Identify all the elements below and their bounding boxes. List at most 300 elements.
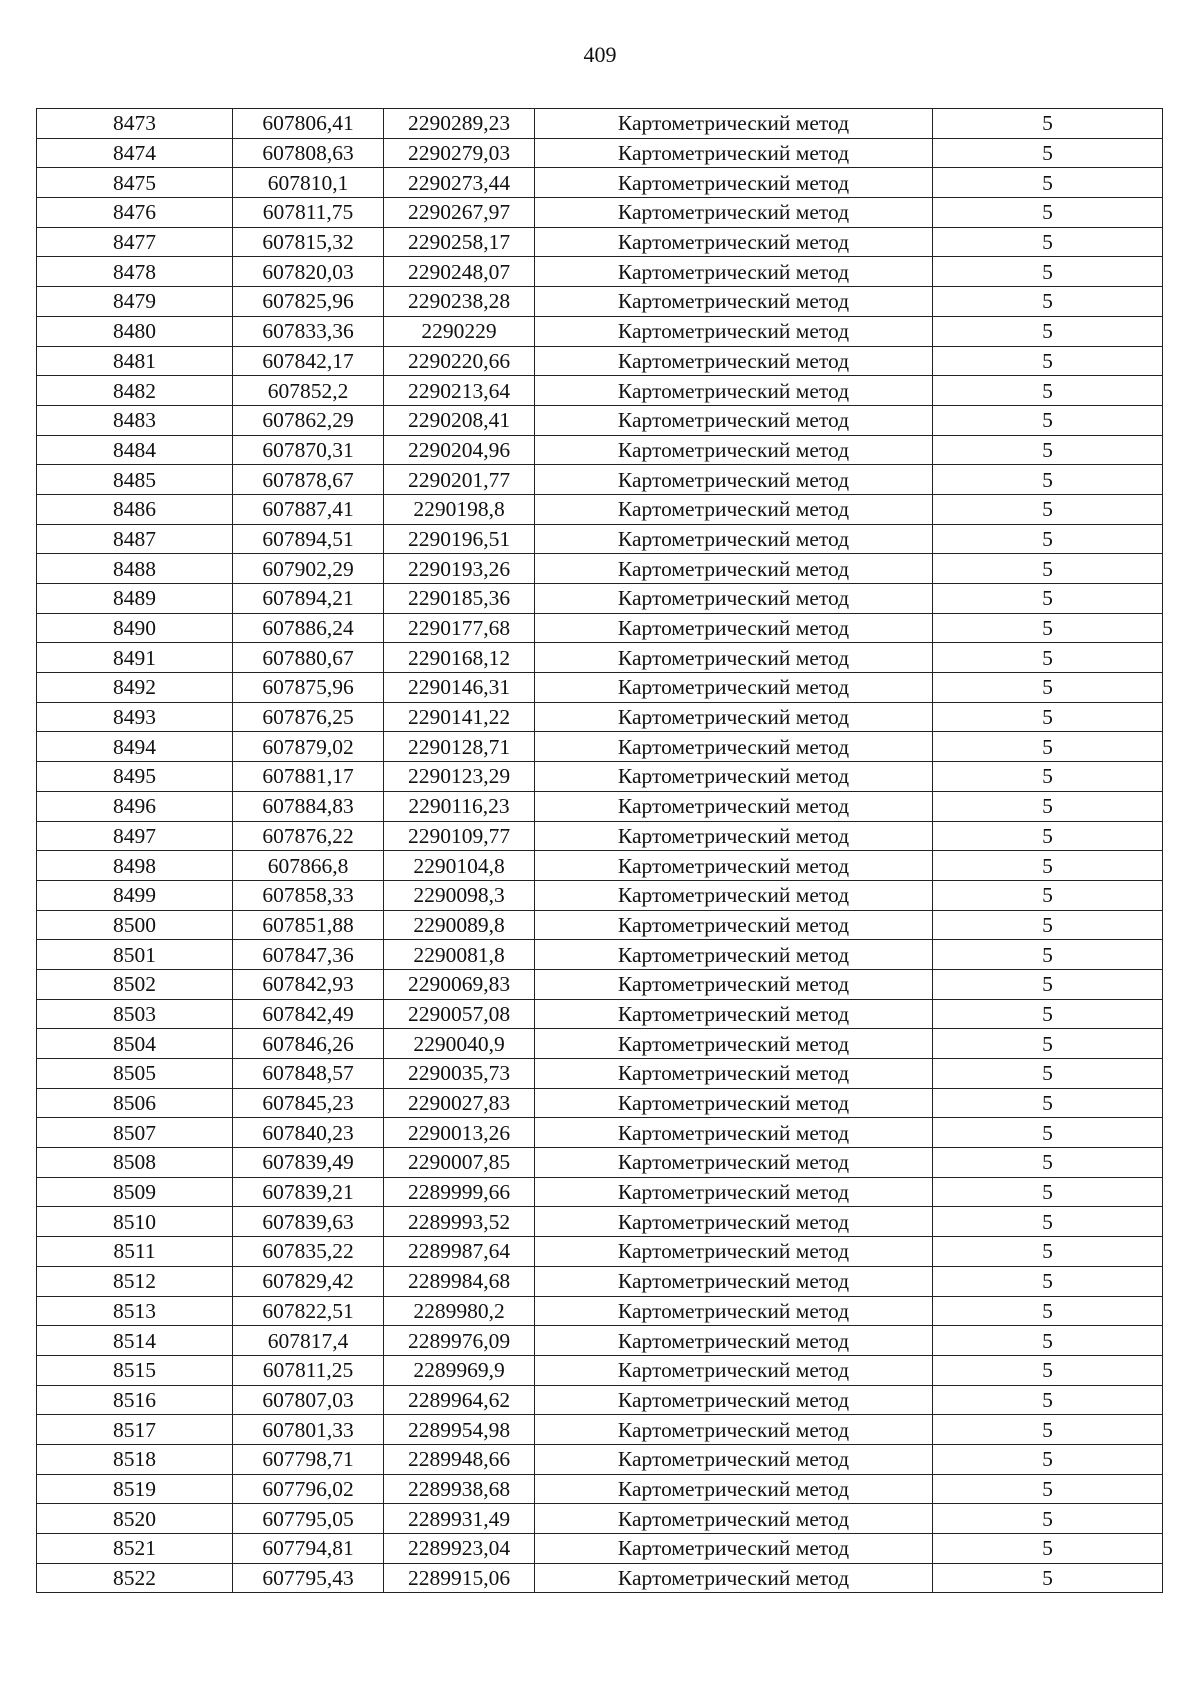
- accuracy-cell: 5: [933, 702, 1163, 732]
- accuracy-cell: 5: [933, 346, 1163, 376]
- point-number-cell: 8514: [37, 1326, 233, 1356]
- method-cell: Картометрический метод: [535, 969, 933, 999]
- method-cell: Картометрический метод: [535, 257, 933, 287]
- y-coordinate-cell: 2290273,44: [384, 168, 535, 198]
- accuracy-cell: 5: [933, 1474, 1163, 1504]
- table-row: [37, 1444, 1163, 1474]
- method-cell: Картометрический метод: [535, 168, 933, 198]
- method-cell: Картометрический метод: [535, 1088, 933, 1118]
- y-coordinate-cell: 2289923,04: [384, 1534, 535, 1564]
- table-row: [37, 554, 1163, 584]
- x-coordinate-cell: 607870,31: [233, 435, 384, 465]
- accuracy-cell: 5: [933, 940, 1163, 970]
- accuracy-cell: 5: [933, 405, 1163, 435]
- point-number-cell: 8474: [37, 138, 233, 168]
- x-coordinate-cell: 607887,41: [233, 494, 384, 524]
- y-coordinate-cell: 2290220,66: [384, 346, 535, 376]
- table-row: [37, 346, 1163, 376]
- method-cell: Картометрический метод: [535, 554, 933, 584]
- y-coordinate-cell: 2290116,23: [384, 791, 535, 821]
- method-cell: Картометрический метод: [535, 999, 933, 1029]
- method-cell: Картометрический метод: [535, 1534, 933, 1564]
- y-coordinate-cell: 2290289,23: [384, 109, 535, 139]
- x-coordinate-cell: 607858,33: [233, 880, 384, 910]
- y-coordinate-cell: 2289964,62: [384, 1385, 535, 1415]
- y-coordinate-cell: 2290279,03: [384, 138, 535, 168]
- accuracy-cell: 5: [933, 732, 1163, 762]
- x-coordinate-cell: 607815,32: [233, 227, 384, 257]
- point-number-cell: 8491: [37, 643, 233, 673]
- point-number-cell: 8515: [37, 1355, 233, 1385]
- y-coordinate-cell: 2290057,08: [384, 999, 535, 1029]
- accuracy-cell: 5: [933, 287, 1163, 317]
- point-number-cell: 8493: [37, 702, 233, 732]
- accuracy-cell: 5: [933, 376, 1163, 406]
- y-coordinate-cell: 2290196,51: [384, 524, 535, 554]
- x-coordinate-cell: 607866,8: [233, 851, 384, 881]
- point-number-cell: 8483: [37, 405, 233, 435]
- accuracy-cell: 5: [933, 1444, 1163, 1474]
- method-cell: Картометрический метод: [535, 109, 933, 139]
- table-row: [37, 1029, 1163, 1059]
- method-cell: Картометрический метод: [535, 1355, 933, 1385]
- x-coordinate-cell: 607840,23: [233, 1118, 384, 1148]
- accuracy-cell: 5: [933, 198, 1163, 228]
- accuracy-cell: 5: [933, 999, 1163, 1029]
- accuracy-cell: 5: [933, 969, 1163, 999]
- y-coordinate-cell: 2290081,8: [384, 940, 535, 970]
- coordinates-table: [36, 108, 1163, 1593]
- x-coordinate-cell: 607862,29: [233, 405, 384, 435]
- point-number-cell: 8480: [37, 316, 233, 346]
- point-number-cell: 8508: [37, 1148, 233, 1178]
- point-number-cell: 8485: [37, 465, 233, 495]
- table-row: [37, 702, 1163, 732]
- y-coordinate-cell: 2290104,8: [384, 851, 535, 881]
- x-coordinate-cell: 607795,05: [233, 1504, 384, 1534]
- point-number-cell: 8482: [37, 376, 233, 406]
- accuracy-cell: 5: [933, 1029, 1163, 1059]
- y-coordinate-cell: 2290238,28: [384, 287, 535, 317]
- method-cell: Картометрический метод: [535, 1118, 933, 1148]
- accuracy-cell: 5: [933, 791, 1163, 821]
- x-coordinate-cell: 607881,17: [233, 762, 384, 792]
- y-coordinate-cell: 2290141,22: [384, 702, 535, 732]
- accuracy-cell: 5: [933, 1355, 1163, 1385]
- table-row: [37, 643, 1163, 673]
- x-coordinate-cell: 607835,22: [233, 1237, 384, 1267]
- point-number-cell: 8478: [37, 257, 233, 287]
- table-row: [37, 1326, 1163, 1356]
- x-coordinate-cell: 607894,51: [233, 524, 384, 554]
- x-coordinate-cell: 607807,03: [233, 1385, 384, 1415]
- table-row: [37, 910, 1163, 940]
- method-cell: Картометрический метод: [535, 613, 933, 643]
- accuracy-cell: 5: [933, 316, 1163, 346]
- point-number-cell: 8509: [37, 1177, 233, 1207]
- accuracy-cell: 5: [933, 1237, 1163, 1267]
- table-row: [37, 673, 1163, 703]
- x-coordinate-cell: 607847,36: [233, 940, 384, 970]
- point-number-cell: 8496: [37, 791, 233, 821]
- point-number-cell: 8522: [37, 1563, 233, 1593]
- y-coordinate-cell: 2290213,64: [384, 376, 535, 406]
- y-coordinate-cell: 2289987,64: [384, 1237, 535, 1267]
- accuracy-cell: 5: [933, 1207, 1163, 1237]
- y-coordinate-cell: 2290146,31: [384, 673, 535, 703]
- y-coordinate-cell: 2289980,2: [384, 1296, 535, 1326]
- accuracy-cell: 5: [933, 1385, 1163, 1415]
- coordinates-table-body: [37, 109, 1163, 1593]
- table-row: [37, 316, 1163, 346]
- method-cell: Картометрический метод: [535, 1326, 933, 1356]
- point-number-cell: 8479: [37, 287, 233, 317]
- accuracy-cell: 5: [933, 168, 1163, 198]
- table-row: [37, 138, 1163, 168]
- y-coordinate-cell: 2289976,09: [384, 1326, 535, 1356]
- table-row: [37, 880, 1163, 910]
- table-row: [37, 1148, 1163, 1178]
- y-coordinate-cell: 2290258,17: [384, 227, 535, 257]
- accuracy-cell: 5: [933, 910, 1163, 940]
- table-row: [37, 494, 1163, 524]
- method-cell: Картометрический метод: [535, 138, 933, 168]
- y-coordinate-cell: 2290007,85: [384, 1148, 535, 1178]
- accuracy-cell: 5: [933, 1563, 1163, 1593]
- x-coordinate-cell: 607822,51: [233, 1296, 384, 1326]
- point-number-cell: 8518: [37, 1444, 233, 1474]
- table-row: [37, 1385, 1163, 1415]
- method-cell: Картометрический метод: [535, 435, 933, 465]
- method-cell: Картометрический метод: [535, 1296, 933, 1326]
- table-row: [37, 1207, 1163, 1237]
- point-number-cell: 8504: [37, 1029, 233, 1059]
- x-coordinate-cell: 607806,41: [233, 109, 384, 139]
- x-coordinate-cell: 607884,83: [233, 791, 384, 821]
- x-coordinate-cell: 607839,63: [233, 1207, 384, 1237]
- y-coordinate-cell: 2290168,12: [384, 643, 535, 673]
- y-coordinate-cell: 2290229: [384, 316, 535, 346]
- x-coordinate-cell: 607878,67: [233, 465, 384, 495]
- table-row: [37, 821, 1163, 851]
- method-cell: Картометрический метод: [535, 227, 933, 257]
- y-coordinate-cell: 2290201,77: [384, 465, 535, 495]
- table-row: [37, 613, 1163, 643]
- table-row: [37, 1059, 1163, 1089]
- accuracy-cell: 5: [933, 1296, 1163, 1326]
- point-number-cell: 8520: [37, 1504, 233, 1534]
- y-coordinate-cell: 2290185,36: [384, 584, 535, 614]
- table-row: [37, 1296, 1163, 1326]
- x-coordinate-cell: 607879,02: [233, 732, 384, 762]
- method-cell: Картометрический метод: [535, 584, 933, 614]
- accuracy-cell: 5: [933, 1118, 1163, 1148]
- accuracy-cell: 5: [933, 851, 1163, 881]
- table-row: [37, 1474, 1163, 1504]
- y-coordinate-cell: 2290027,83: [384, 1088, 535, 1118]
- x-coordinate-cell: 607817,4: [233, 1326, 384, 1356]
- y-coordinate-cell: 2289969,9: [384, 1355, 535, 1385]
- accuracy-cell: 5: [933, 1266, 1163, 1296]
- method-cell: Картометрический метод: [535, 1059, 933, 1089]
- accuracy-cell: 5: [933, 821, 1163, 851]
- table-row: [37, 791, 1163, 821]
- point-number-cell: 8503: [37, 999, 233, 1029]
- table-row: [37, 732, 1163, 762]
- accuracy-cell: 5: [933, 138, 1163, 168]
- method-cell: Картометрический метод: [535, 465, 933, 495]
- point-number-cell: 8477: [37, 227, 233, 257]
- table-row: [37, 940, 1163, 970]
- accuracy-cell: 5: [933, 1088, 1163, 1118]
- table-row: [37, 109, 1163, 139]
- table-row: [37, 1177, 1163, 1207]
- y-coordinate-cell: 2290248,07: [384, 257, 535, 287]
- y-coordinate-cell: 2290177,68: [384, 613, 535, 643]
- table-row: [37, 287, 1163, 317]
- table-row: [37, 1088, 1163, 1118]
- x-coordinate-cell: 607886,24: [233, 613, 384, 643]
- accuracy-cell: 5: [933, 1177, 1163, 1207]
- accuracy-cell: 5: [933, 257, 1163, 287]
- accuracy-cell: 5: [933, 435, 1163, 465]
- table-row: [37, 465, 1163, 495]
- x-coordinate-cell: 607794,81: [233, 1534, 384, 1564]
- point-number-cell: 8507: [37, 1118, 233, 1148]
- method-cell: Картометрический метод: [535, 880, 933, 910]
- y-coordinate-cell: 2290204,96: [384, 435, 535, 465]
- x-coordinate-cell: 607846,26: [233, 1029, 384, 1059]
- x-coordinate-cell: 607795,43: [233, 1563, 384, 1593]
- accuracy-cell: 5: [933, 643, 1163, 673]
- method-cell: Картометрический метод: [535, 405, 933, 435]
- point-number-cell: 8516: [37, 1385, 233, 1415]
- x-coordinate-cell: 607845,23: [233, 1088, 384, 1118]
- method-cell: Картометрический метод: [535, 1504, 933, 1534]
- point-number-cell: 8486: [37, 494, 233, 524]
- point-number-cell: 8510: [37, 1207, 233, 1237]
- y-coordinate-cell: 2289954,98: [384, 1415, 535, 1445]
- accuracy-cell: 5: [933, 1504, 1163, 1534]
- method-cell: Картометрический метод: [535, 643, 933, 673]
- x-coordinate-cell: 607902,29: [233, 554, 384, 584]
- x-coordinate-cell: 607825,96: [233, 287, 384, 317]
- point-number-cell: 8490: [37, 613, 233, 643]
- accuracy-cell: 5: [933, 1148, 1163, 1178]
- x-coordinate-cell: 607842,17: [233, 346, 384, 376]
- method-cell: Картометрический метод: [535, 316, 933, 346]
- point-number-cell: 8519: [37, 1474, 233, 1504]
- y-coordinate-cell: 2289915,06: [384, 1563, 535, 1593]
- method-cell: Картометрический метод: [535, 1148, 933, 1178]
- accuracy-cell: 5: [933, 494, 1163, 524]
- method-cell: Картометрический метод: [535, 524, 933, 554]
- y-coordinate-cell: 2289993,52: [384, 1207, 535, 1237]
- table-row: [37, 524, 1163, 554]
- accuracy-cell: 5: [933, 880, 1163, 910]
- point-number-cell: 8489: [37, 584, 233, 614]
- x-coordinate-cell: 607811,75: [233, 198, 384, 228]
- method-cell: Картометрический метод: [535, 910, 933, 940]
- point-number-cell: 8512: [37, 1266, 233, 1296]
- x-coordinate-cell: 607875,96: [233, 673, 384, 703]
- point-number-cell: 8497: [37, 821, 233, 851]
- accuracy-cell: 5: [933, 1534, 1163, 1564]
- x-coordinate-cell: 607848,57: [233, 1059, 384, 1089]
- point-number-cell: 8500: [37, 910, 233, 940]
- y-coordinate-cell: 2290013,26: [384, 1118, 535, 1148]
- accuracy-cell: 5: [933, 1415, 1163, 1445]
- point-number-cell: 8521: [37, 1534, 233, 1564]
- x-coordinate-cell: 607798,71: [233, 1444, 384, 1474]
- point-number-cell: 8513: [37, 1296, 233, 1326]
- method-cell: Картометрический метод: [535, 762, 933, 792]
- table-row: [37, 584, 1163, 614]
- x-coordinate-cell: 607808,63: [233, 138, 384, 168]
- point-number-cell: 8495: [37, 762, 233, 792]
- table-row: [37, 405, 1163, 435]
- point-number-cell: 8498: [37, 851, 233, 881]
- table-row: [37, 376, 1163, 406]
- y-coordinate-cell: 2289984,68: [384, 1266, 535, 1296]
- point-number-cell: 8476: [37, 198, 233, 228]
- method-cell: Картометрический метод: [535, 1237, 933, 1267]
- y-coordinate-cell: 2290123,29: [384, 762, 535, 792]
- accuracy-cell: 5: [933, 762, 1163, 792]
- x-coordinate-cell: 607842,49: [233, 999, 384, 1029]
- method-cell: Картометрический метод: [535, 821, 933, 851]
- x-coordinate-cell: 607820,03: [233, 257, 384, 287]
- point-number-cell: 8501: [37, 940, 233, 970]
- x-coordinate-cell: 607851,88: [233, 910, 384, 940]
- method-cell: Картометрический метод: [535, 287, 933, 317]
- method-cell: Картометрический метод: [535, 732, 933, 762]
- method-cell: Картометрический метод: [535, 1444, 933, 1474]
- method-cell: Картометрический метод: [535, 1415, 933, 1445]
- method-cell: Картометрический метод: [535, 673, 933, 703]
- table-row: [37, 851, 1163, 881]
- accuracy-cell: 5: [933, 673, 1163, 703]
- y-coordinate-cell: 2289999,66: [384, 1177, 535, 1207]
- y-coordinate-cell: 2290069,83: [384, 969, 535, 999]
- accuracy-cell: 5: [933, 524, 1163, 554]
- y-coordinate-cell: 2290267,97: [384, 198, 535, 228]
- y-coordinate-cell: 2290193,26: [384, 554, 535, 584]
- point-number-cell: 8481: [37, 346, 233, 376]
- page-number: 409: [583, 42, 617, 67]
- point-number-cell: 8473: [37, 109, 233, 139]
- table-row: [37, 257, 1163, 287]
- method-cell: Картометрический метод: [535, 851, 933, 881]
- x-coordinate-cell: 607876,22: [233, 821, 384, 851]
- x-coordinate-cell: 607842,93: [233, 969, 384, 999]
- accuracy-cell: 5: [933, 554, 1163, 584]
- point-number-cell: 8517: [37, 1415, 233, 1445]
- x-coordinate-cell: 607796,02: [233, 1474, 384, 1504]
- y-coordinate-cell: 2290198,8: [384, 494, 535, 524]
- point-number-cell: 8511: [37, 1237, 233, 1267]
- x-coordinate-cell: 607880,67: [233, 643, 384, 673]
- table-row: [37, 435, 1163, 465]
- table-row: [37, 1118, 1163, 1148]
- method-cell: Картометрический метод: [535, 791, 933, 821]
- x-coordinate-cell: 607829,42: [233, 1266, 384, 1296]
- x-coordinate-cell: 607801,33: [233, 1415, 384, 1445]
- y-coordinate-cell: 2290208,41: [384, 405, 535, 435]
- point-number-cell: 8488: [37, 554, 233, 584]
- table-row: [37, 1266, 1163, 1296]
- y-coordinate-cell: 2289948,66: [384, 1444, 535, 1474]
- point-number-cell: 8506: [37, 1088, 233, 1118]
- accuracy-cell: 5: [933, 465, 1163, 495]
- method-cell: Картометрический метод: [535, 1029, 933, 1059]
- table-row: [37, 227, 1163, 257]
- point-number-cell: 8492: [37, 673, 233, 703]
- method-cell: Картометрический метод: [535, 376, 933, 406]
- x-coordinate-cell: 607811,25: [233, 1355, 384, 1385]
- table-row: [37, 198, 1163, 228]
- table-row: [37, 1237, 1163, 1267]
- method-cell: Картометрический метод: [535, 940, 933, 970]
- method-cell: Картометрический метод: [535, 1177, 933, 1207]
- x-coordinate-cell: 607810,1: [233, 168, 384, 198]
- accuracy-cell: 5: [933, 109, 1163, 139]
- y-coordinate-cell: 2290040,9: [384, 1029, 535, 1059]
- y-coordinate-cell: 2290109,77: [384, 821, 535, 851]
- accuracy-cell: 5: [933, 227, 1163, 257]
- method-cell: Картометрический метод: [535, 494, 933, 524]
- y-coordinate-cell: 2290098,3: [384, 880, 535, 910]
- table-row: [37, 1563, 1163, 1593]
- table-row: [37, 1355, 1163, 1385]
- accuracy-cell: 5: [933, 613, 1163, 643]
- accuracy-cell: 5: [933, 1059, 1163, 1089]
- point-number-cell: 8475: [37, 168, 233, 198]
- table-row: [37, 969, 1163, 999]
- accuracy-cell: 5: [933, 1326, 1163, 1356]
- x-coordinate-cell: 607876,25: [233, 702, 384, 732]
- table-row: [37, 762, 1163, 792]
- x-coordinate-cell: 607833,36: [233, 316, 384, 346]
- y-coordinate-cell: 2290035,73: [384, 1059, 535, 1089]
- method-cell: Картометрический метод: [535, 1207, 933, 1237]
- table-row: [37, 1415, 1163, 1445]
- y-coordinate-cell: 2289938,68: [384, 1474, 535, 1504]
- method-cell: Картометрический метод: [535, 1385, 933, 1415]
- method-cell: Картометрический метод: [535, 1563, 933, 1593]
- point-number-cell: 8494: [37, 732, 233, 762]
- method-cell: Картометрический метод: [535, 702, 933, 732]
- accuracy-cell: 5: [933, 584, 1163, 614]
- method-cell: Картометрический метод: [535, 198, 933, 228]
- method-cell: Картометрический метод: [535, 1266, 933, 1296]
- point-number-cell: 8484: [37, 435, 233, 465]
- point-number-cell: 8499: [37, 880, 233, 910]
- x-coordinate-cell: 607894,21: [233, 584, 384, 614]
- method-cell: Картометрический метод: [535, 1474, 933, 1504]
- point-number-cell: 8487: [37, 524, 233, 554]
- y-coordinate-cell: 2289931,49: [384, 1504, 535, 1534]
- y-coordinate-cell: 2290128,71: [384, 732, 535, 762]
- table-row: [37, 168, 1163, 198]
- table-row: [37, 1504, 1163, 1534]
- point-number-cell: 8502: [37, 969, 233, 999]
- y-coordinate-cell: 2290089,8: [384, 910, 535, 940]
- table-row: [37, 999, 1163, 1029]
- x-coordinate-cell: 607839,49: [233, 1148, 384, 1178]
- x-coordinate-cell: 607852,2: [233, 376, 384, 406]
- table-row: [37, 1534, 1163, 1564]
